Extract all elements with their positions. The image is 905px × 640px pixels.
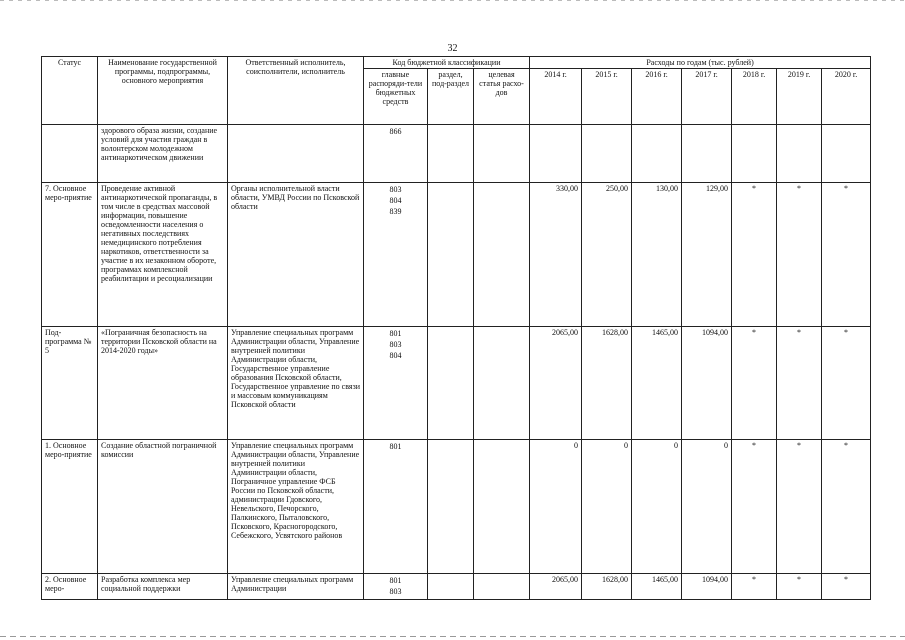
value-2017: 129,00 bbox=[682, 183, 732, 327]
header-name: Наименование государственной программы, подпрограммы, основного мероприятия bbox=[98, 57, 228, 125]
header-year-2019: 2019 г. bbox=[777, 69, 822, 125]
value-2016 bbox=[632, 125, 682, 183]
row-status bbox=[42, 125, 98, 183]
code-value: 803 bbox=[389, 587, 402, 596]
row-codes bbox=[364, 327, 428, 440]
row-target bbox=[474, 125, 530, 183]
value-2015: 0 bbox=[582, 440, 632, 574]
code-value: 804 bbox=[389, 351, 402, 360]
code-value: 803 bbox=[389, 340, 402, 349]
value-2020 bbox=[822, 125, 871, 183]
value-2019: * bbox=[777, 440, 822, 574]
row-name: Проведение активной антинаркотической пропаганды, в том числе в средствах массовой информации, повышение осведомленности населения о негативных последствиях немедицинского потребления наркотиков, ответственности за участие в их незаконном обороте, программах комплексной реабилитации и ресоциализации bbox=[98, 183, 228, 327]
row-executor: Управление специальных программ Администрации области, Управление внутренней политики Администрации области, Государственное управление образования Псковской области, Государственное управление по связи и массовым коммуникациям Псковской области bbox=[228, 327, 364, 440]
value-2015: 250,00 bbox=[582, 183, 632, 327]
row-section bbox=[428, 440, 474, 574]
value-2015: 1628,00 bbox=[582, 574, 632, 600]
value-2016: 130,00 bbox=[632, 183, 682, 327]
value-2017: 1094,00 bbox=[682, 327, 732, 440]
row-executor: Управление специальных программ Администрации bbox=[228, 574, 364, 600]
value-2016: 1465,00 bbox=[632, 574, 682, 600]
scan-edge-bottom bbox=[0, 636, 905, 637]
header-target-article: целевая статья расхо-дов bbox=[474, 69, 530, 125]
row-codes bbox=[364, 440, 428, 574]
value-2018: * bbox=[732, 574, 777, 600]
value-2019: * bbox=[777, 183, 822, 327]
row-executor: Органы исполнительной власти области, УМВД России по Псковской области bbox=[228, 183, 364, 327]
page-number: 32 bbox=[447, 43, 458, 54]
table-row bbox=[42, 327, 871, 440]
value-2017 bbox=[682, 125, 732, 183]
value-2020: * bbox=[822, 574, 871, 600]
scan-edge-top bbox=[0, 0, 905, 1]
row-codes bbox=[364, 183, 428, 327]
table-row bbox=[42, 440, 871, 574]
code-value: 804 bbox=[389, 196, 402, 205]
header-section: раздел, под-раздел bbox=[428, 69, 474, 125]
value-2019 bbox=[777, 125, 822, 183]
header-main-manager: главные распоряди-тели бюджетных средств bbox=[364, 69, 428, 125]
header-status: Статус bbox=[42, 57, 98, 125]
value-2018: * bbox=[732, 440, 777, 574]
code-value: 801 bbox=[389, 576, 402, 585]
row-section bbox=[428, 125, 474, 183]
value-2016: 1465,00 bbox=[632, 327, 682, 440]
row-target bbox=[474, 327, 530, 440]
value-2015: 1628,00 bbox=[582, 327, 632, 440]
row-section bbox=[428, 327, 474, 440]
value-2016: 0 bbox=[632, 440, 682, 574]
value-2015 bbox=[582, 125, 632, 183]
row-status: 7. Основное меро-приятие bbox=[42, 183, 98, 327]
row-codes bbox=[364, 574, 428, 600]
row-name: здорового образа жизни, создание условий для участия граждан в волонтерском молодежном антинаркотическом движении bbox=[98, 125, 228, 183]
row-codes bbox=[364, 125, 428, 183]
code-value: 803 bbox=[389, 185, 402, 194]
row-name: Создание областной пограничной комиссии bbox=[98, 440, 228, 574]
row-status: Под-программа № 5 bbox=[42, 327, 98, 440]
header-year-2017: 2017 г. bbox=[682, 69, 732, 125]
value-2014: 2065,00 bbox=[530, 327, 582, 440]
row-target bbox=[474, 574, 530, 600]
value-2018 bbox=[732, 125, 777, 183]
header-year-2016: 2016 г. bbox=[632, 69, 682, 125]
value-2019: * bbox=[777, 327, 822, 440]
header-year-2014: 2014 г. bbox=[530, 69, 582, 125]
row-section bbox=[428, 183, 474, 327]
header-executor: Ответственный исполнитель, соисполнители, исполнитель bbox=[228, 57, 364, 125]
row-name: «Пограничная безопасность на территории Псковской области на 2014-2020 годы» bbox=[98, 327, 228, 440]
value-2017: 1094,00 bbox=[682, 574, 732, 600]
code-value: 801 bbox=[389, 442, 402, 451]
table-row bbox=[42, 183, 871, 327]
value-2019: * bbox=[777, 574, 822, 600]
value-2020: * bbox=[822, 183, 871, 327]
value-2014: 330,00 bbox=[530, 183, 582, 327]
row-status: 1. Основное меро-приятие bbox=[42, 440, 98, 574]
value-2018: * bbox=[732, 183, 777, 327]
value-2018: * bbox=[732, 327, 777, 440]
row-executor: Управление специальных программ Администрации области, Управление внутренней политики Администрации области, Пограничное управление ФСБ России по Псковской области, администрации Гдовского, Невельского, Печорского, Палкинского, Пыталовского, Псковского, Красногородского, Себежского, Усвятского районов bbox=[228, 440, 364, 574]
header-year-2015: 2015 г. bbox=[582, 69, 632, 125]
row-target bbox=[474, 440, 530, 574]
row-status: 2. Основное меро- bbox=[42, 574, 98, 600]
row-name: Разработка комплекса мер социальной поддержки bbox=[98, 574, 228, 600]
table-row bbox=[42, 574, 871, 600]
header-year-2018: 2018 г. bbox=[732, 69, 777, 125]
value-2014: 2065,00 bbox=[530, 574, 582, 600]
header-budget-code: Код бюджетной классификации bbox=[364, 57, 530, 69]
header-expenses: Расходы по годам (тыс. рублей) bbox=[530, 57, 871, 69]
row-target bbox=[474, 183, 530, 327]
row-section bbox=[428, 574, 474, 600]
code-value: 866 bbox=[389, 127, 402, 136]
code-value: 801 bbox=[389, 329, 402, 338]
value-2014: 0 bbox=[530, 440, 582, 574]
row-executor bbox=[228, 125, 364, 183]
value-2014 bbox=[530, 125, 582, 183]
header-year-2020: 2020 г. bbox=[822, 69, 871, 125]
value-2020: * bbox=[822, 327, 871, 440]
code-value: 839 bbox=[389, 207, 402, 216]
table-row bbox=[42, 125, 871, 183]
expenses-table bbox=[41, 56, 871, 600]
value-2020: * bbox=[822, 440, 871, 574]
value-2017: 0 bbox=[682, 440, 732, 574]
